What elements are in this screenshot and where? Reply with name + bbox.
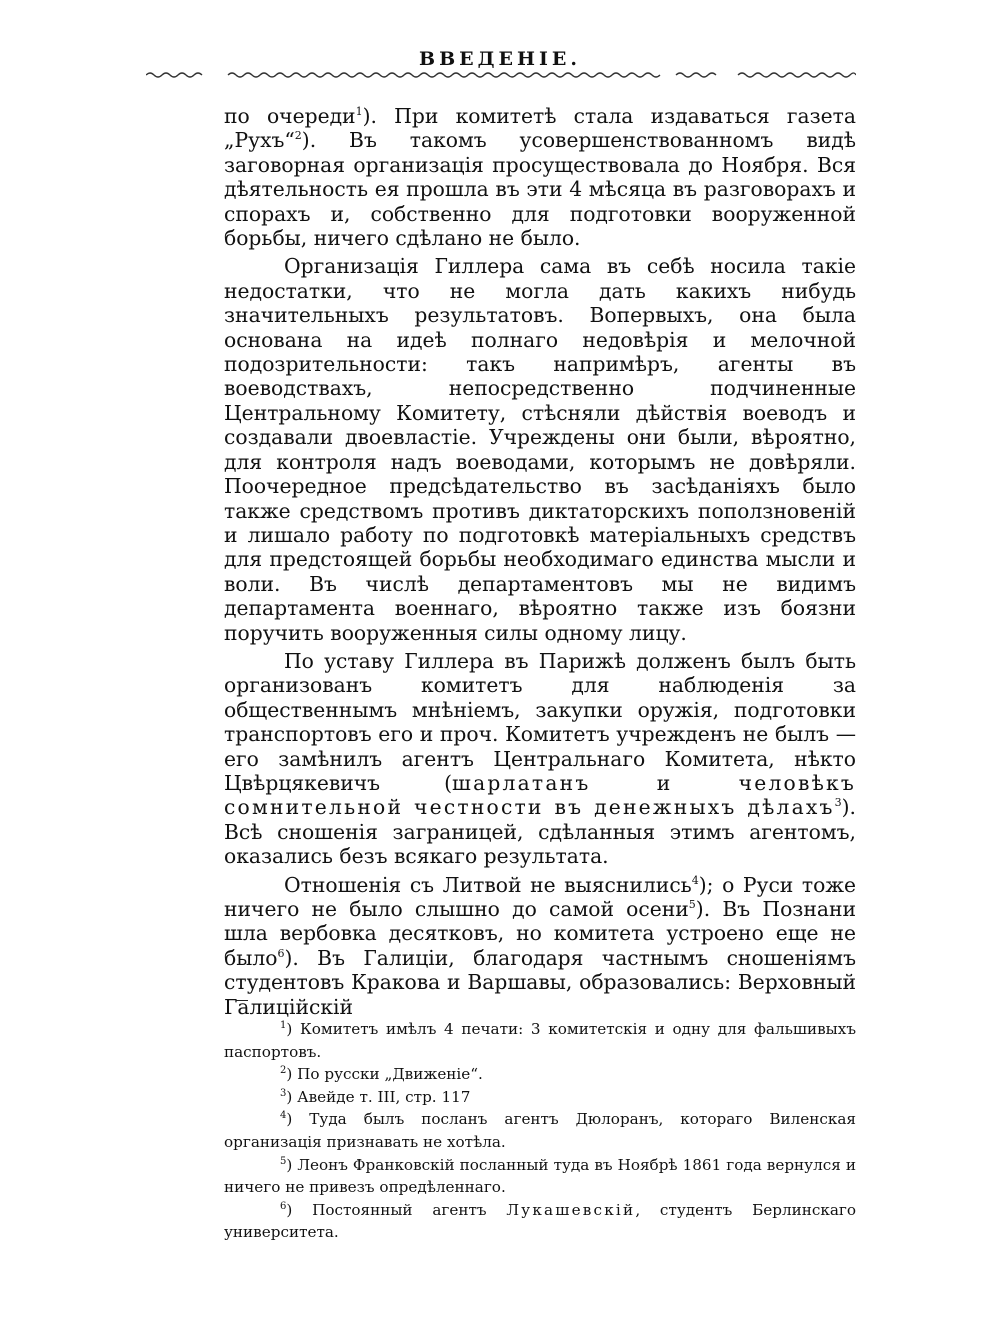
running-header-title: ВВЕДЕНІЕ. — [419, 48, 581, 70]
footnote: $^4$) Туда былъ посланъ агентъ Дюлоранъ, котораго Виленская организація признавать не хотѣла. — [224, 1110, 856, 1151]
paragraph-3: По уставу Гиллера въ Парижѣ долженъ былъ быть организованъ комитетъ для наблюденія за общественнымъ мнѣніемъ, закупки оружія, подготовки транспортовъ его и проч. Комитетъ учрежденъ не былъ — его замѣнилъ агентъ Центральнаго Комитета, нѣкто Цвѣрцякевичъ (шарлатанъ и человѣкъ сомнительной честности въ денежныхъ дѣлахъ$^3$). Всѣ сношенія заграницей, сдѣланныя этимъ агентомъ, оказались безъ всякаго результата. — [224, 648, 856, 869]
header-ornamental-rule — [146, 70, 856, 80]
paragraph-2: Организація Гиллера сама въ себѣ носила такіе недостатки, что не могла дать какихъ нибудь значительныхъ результатовъ. Вопервыхъ, она была основана на идеѣ полнаго недовѣрія и мелочной подозрительности: такъ напримѣръ, агенты въ воеводствахъ, непосредственно подчиненные Центральному Комитету, стѣсняли дѣйствія воеводъ и создавали двоевластіе. Учреждены они были, вѣроятно, для контроля надъ воеводами, которымъ не довѣряли. Поочередное предсѣдательство въ засѣданіяхъ было также средствомъ противъ диктаторскихъ поползновеній и лишало работу по подготовкѣ матеріальныхъ средствъ для предстоящей борьбы необходимаго единства мысли и воли. Въ числѣ департаментовъ мы не видимъ департамента военнаго, вѣроятно также изъ боязни поручить вооруженныя силы одному лицу. — [224, 254, 856, 645]
footnote: $^2$) По русски „Движеніе“. — [280, 1065, 483, 1084]
footnote-ref-6: 6 — [277, 947, 285, 961]
footnote-ref-4: 4 — [691, 873, 699, 887]
footnote: $^3$) Авейде т. III, стр. 117 — [280, 1087, 471, 1106]
footnote-ref-2: 2 — [294, 129, 302, 143]
footnote-ref-5: 5 — [688, 898, 696, 912]
main-body-text — [224, 104, 856, 1023]
footnote-separator — [236, 1000, 248, 1001]
footnote: $^1$) Комитетъ имѣлъ 4 печати: 3 комитетскія и одну для фальшивыхъ паспортовъ. — [224, 1019, 856, 1061]
footnote: $^5$) Леонъ Франковскій посланный туда въ Ноябрѣ 1861 года вернулся и ничего не привезъ опредѣленнаго. — [224, 1155, 856, 1197]
emphasized-spaced-text: Лукашевскій — [506, 1200, 636, 1219]
paragraph-1: по очереди$^1$). При комитетѣ стала издаваться газета „Рухъ“$^2$). Въ такомъ усовершенствованномъ видѣ заговорная организація просуществовала до Ноября. Вся дѣятельность ея прошла въ эти 4 мѣсяца въ разговорахъ и спорахъ и, собственно для подготовки вооруженной борьбы, ничего сдѣлано не было. — [224, 104, 856, 251]
paragraph-4: Отношенія съ Литвой не выяснились$^4$); о Руси тоже ничего не было слышно до самой осени$^5$). Въ Познани шла вербовка десятковъ, но комитета устроено еще не было$^6$). Въ Галиціи, благодаря частнымъ сношеніямъ студентовъ Кракова и Варшавы, образовались: Верховный Галиційскій — [224, 872, 857, 1019]
footnote-ref-1: 1 — [355, 105, 363, 119]
footnote: $^6$) Постоянный агентъ Лукашевскій, студентъ Берлинскаго университета. — [224, 1200, 856, 1242]
footnotes-section — [224, 1018, 856, 1244]
footnote-ref-3: 3 — [834, 796, 842, 810]
emphasized-spaced-text: шарлатанъ и человѣкъ сомнительной честности въ денежныхъ дѣлахъ — [224, 770, 856, 820]
